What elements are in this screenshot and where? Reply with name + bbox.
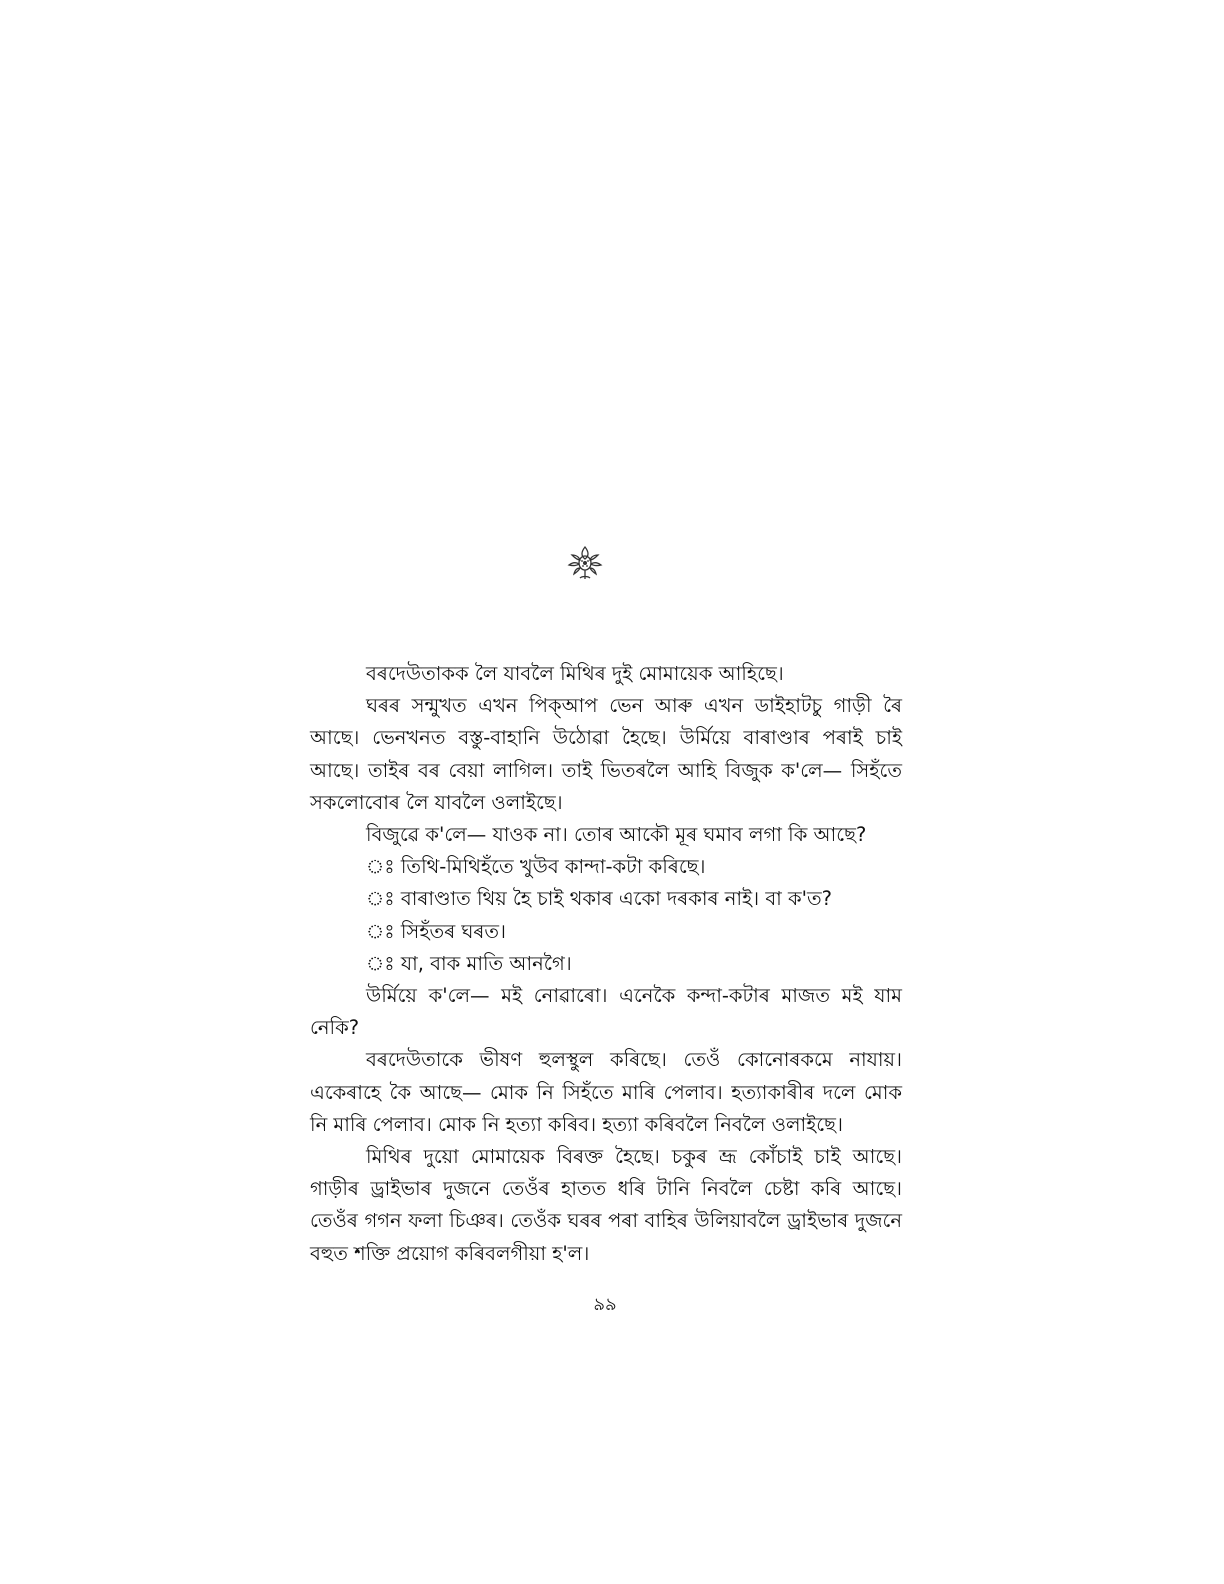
dialogue-line: ঃ বাৰাণ্ডাত থিয় হৈ চাই থকাৰ একো দৰকাৰ নাই। বা ক'ত? <box>366 887 833 911</box>
paragraph: বিজুৱে ক'লে— যাওক না। তোৰ আকৌ মূৰ ঘমাব লগা কি আছে? <box>366 823 867 847</box>
page-number: ৯৯ <box>593 1294 617 1315</box>
paragraph: বৰদেউতাকে ভীষণ হুলস্থুল কৰিছে। তেওঁ কোনোৰকমে নাযায়। একেৰাহে কৈ আছে— মোক নি সিহঁতে মাৰি পেলাব। হত্যাকাৰীৰ দলে মোক নি মাৰি পেলাব। মোক নি হত্যা কৰিব। হত্যা কৰিবলৈ নিবলৈ ওলাইছে। <box>310 1048 902 1136</box>
dialogue-line: ঃ তিথি-মিথিহঁতে খুউব কান্দা-কটা কৰিছে। <box>366 855 706 879</box>
paragraph: উৰ্মিয়ে ক'লে— মই নোৱাৰো। এনেকৈ কন্দা-কটাৰ মাজত মই যাম নেকি? <box>310 984 902 1040</box>
paragraph: বৰদেউতাকক লৈ যাবলৈ মিথিৰ দুই মোমায়েক আহিছে। <box>366 662 784 685</box>
floral-ornament-icon <box>566 543 604 581</box>
body-text <box>310 658 902 1270</box>
dialogue-line: ঃ যা, বাক মাতি আনগৈ। <box>366 951 572 975</box>
paragraph: ঘৰৰ সন্মুখত এখন পিক্‌আপ ভেন আৰু এখন ডাইহাটচু গাড়ী ৰৈ আছে। ভেনখনত বস্তু-বাহানি উঠোৱা হৈছে। উৰ্মিয়ে বাৰাণ্ডাৰ পৰাই চাই আছে। তাইৰ বৰ বেয়া লাগিল। তাই ভিতৰলৈ আহি বিজুক ক'লে— সিহঁতে সকলোবোৰ লৈ যাবলৈ ওলাইছে। <box>310 694 902 814</box>
paragraph: মিথিৰ দুয়ো মোমায়েক বিৰক্ত হৈছে। চকুৰ ভ্ৰূ কোঁচাই চাই আছে। গাড়ীৰ ড্ৰাইভাৰ দুজনে তেওঁৰ হাতত ধৰি টানি নিবলৈ চেষ্টা কৰি আছে। তেওঁৰ গগন ফলা চিঞৰ। তেওঁক ঘৰৰ পৰা বাহিৰ উলিয়াবলৈ ড্ৰাইভাৰ দুজনে বহুত শক্তি প্ৰয়োগ কৰিবলগীয়া হ'ল। <box>310 1145 902 1265</box>
dialogue-line: ঃ সিহঁতৰ ঘৰত। <box>366 919 506 943</box>
